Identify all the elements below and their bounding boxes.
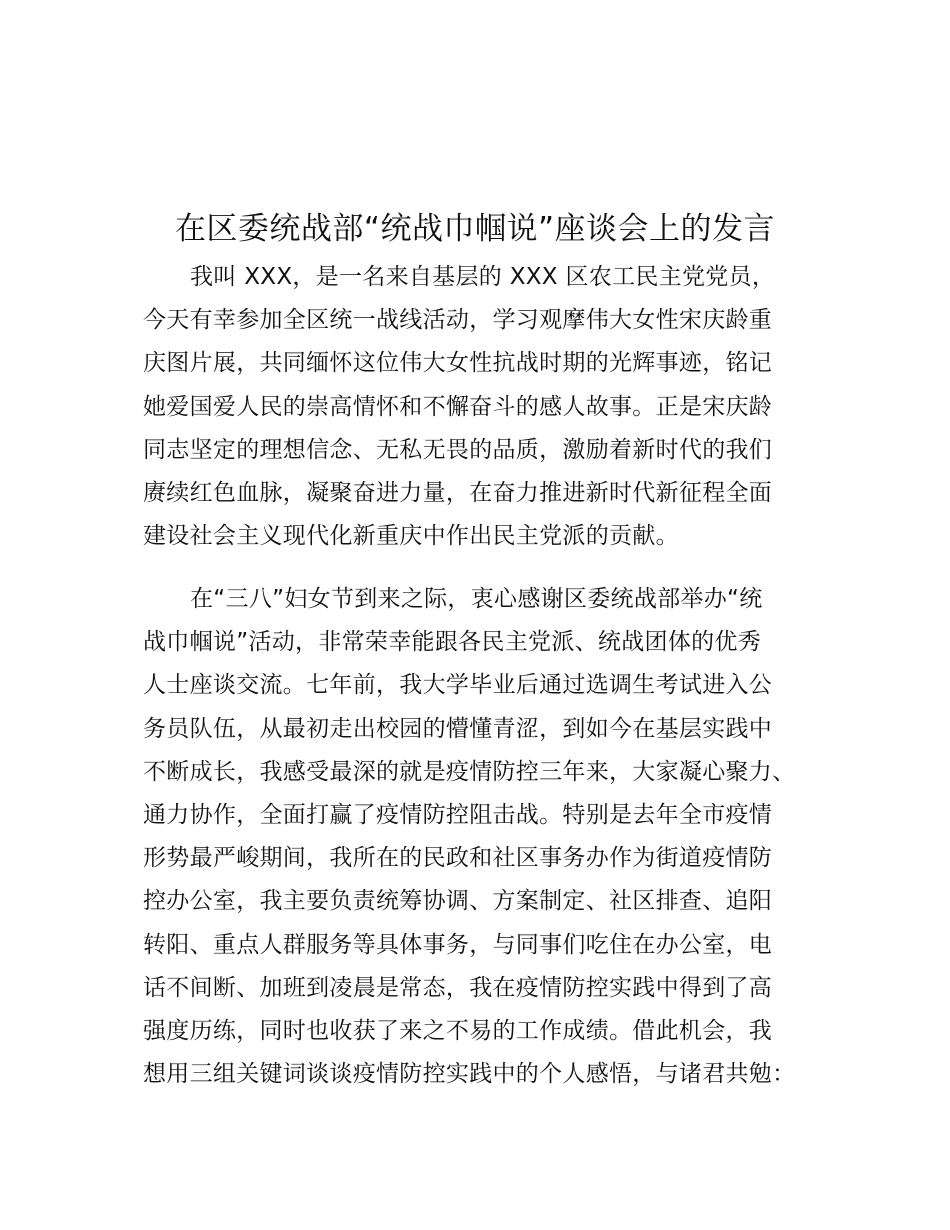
paragraph-line: 形势最严峻期间，我所在的民政和社区事务办作为街道疫情防 xyxy=(143,845,773,872)
paragraph-line: 赓续红色血脉，凝聚奋进力量，在奋力推进新时代新征程全面 xyxy=(143,479,773,506)
paragraph-line: 建设社会主义现代化新重庆中作出民主党派的贡献。 xyxy=(143,523,679,550)
paragraph-line: 我叫 XXX，是一名来自基层的 XXX 区农工民主党党员， xyxy=(190,264,776,290)
document-title: 在区委统战部“统战巾帼说”座谈会上的发言 xyxy=(174,210,776,247)
paragraph-introduction xyxy=(143,256,843,558)
paragraph-line: 通力协作，全面打赢了疫情防控阻击战。特别是去年全市疫情 xyxy=(143,801,773,828)
paragraph-line: 今天有幸参加全区统一战线活动，学习观摩伟大女性宋庆龄重 xyxy=(143,307,773,334)
paragraph-line: 人士座谈交流。七年前，我大学毕业后通过选调生考试进入公 xyxy=(143,672,773,699)
paragraph-line: 不断成长，我感受最深的就是疫情防控三年来，大家凝心聚力、 xyxy=(143,758,796,785)
paragraph-line: 战巾帼说”活动，非常荣幸能跟各民主党派、统战团体的优秀 xyxy=(143,629,762,656)
paragraph-experience xyxy=(143,578,843,1096)
paragraph-line: 强度历练，同时也收获了来之不易的工作成绩。借此机会，我 xyxy=(143,1017,773,1044)
paragraph-line: 她爱国爱人民的崇高情怀和不懈奋斗的感人故事。正是宋庆龄 xyxy=(143,393,773,420)
paragraph-line: 在“三八”妇女节到来之际，衷心感谢区委统战部举办“统 xyxy=(190,586,763,612)
paragraph-line: 话不间断、加班到凌晨是常态，我在疫情防控实践中得到了高 xyxy=(143,974,773,1001)
paragraph-line: 想用三组关键词谈谈疫情防控实践中的个人感悟，与诸君共勉： xyxy=(143,1061,796,1088)
paragraph-line: 转阳、重点人群服务等具体事务，与同事们吃住在办公室，电 xyxy=(143,931,773,958)
paragraph-line: 务员队伍，从最初走出校园的懵懂青涩，到如今在基层实践中 xyxy=(143,715,773,742)
paragraph-line: 庆图片展，共同缅怀这位伟大女性抗战时期的光辉事迹，铭记 xyxy=(143,350,773,377)
paragraph-line: 同志坚定的理想信念、无私无畏的品质，激励着新时代的我们 xyxy=(143,436,773,463)
paragraph-line: 控办公室，我主要负责统筹协调、方案制定、社区排查、追阳 xyxy=(143,888,773,915)
